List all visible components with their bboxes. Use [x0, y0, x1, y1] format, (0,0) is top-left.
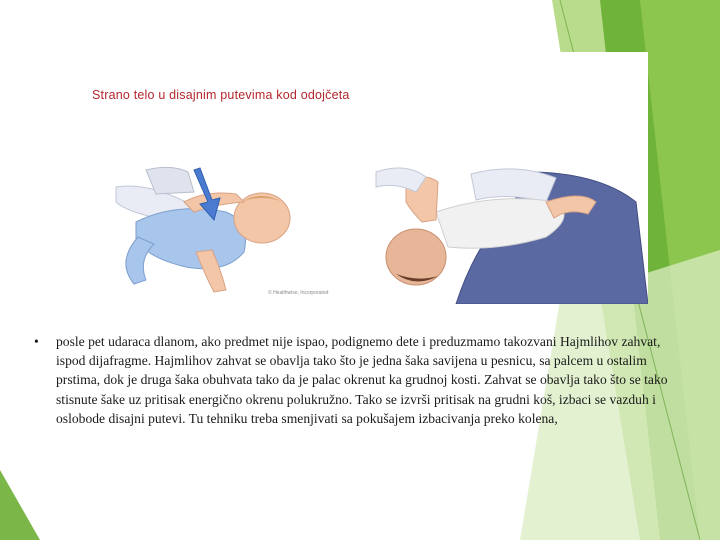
adult-arm-right [376, 168, 426, 192]
illustration-panel [76, 52, 648, 304]
bullet-paragraph [34, 332, 684, 428]
image-credit: © Healthwise, Incorporated [268, 290, 329, 296]
figure-title: Strano telo u disajnim putevima kod odojčeta [92, 88, 350, 102]
back-blow-scene [116, 167, 290, 292]
bullet-marker: • [34, 334, 39, 349]
adult-shoulder [471, 169, 556, 202]
infant-heimlich-illustration [76, 52, 648, 304]
infant-body [136, 209, 246, 269]
infant-head-right [386, 229, 446, 285]
chest-thrust-scene [376, 168, 648, 304]
green-band-bottom-left [0, 470, 40, 540]
paragraph-text: posle pet udaraca dlanom, ako predmet nije ispao, podignemo dete i preduzmamo takozvani Hajmlihov zahvat, ispod dijafragme. Hajmlihov zahvat se obavlja tako što je jedna šaka savijena u pesnicu, sa palcem u ostalim prstima, dok je druga šaka obuhvata tako da je palac okrenut ka grudnoj kosti. Zahvat se obavlja tako što se tako stisnute šake uz pritisak energično okrenu polukružno. Tako se izvrši pritisak na grudni koš, izbaci se vazduh i oslobode disajni putevi. Tu tehniku treba smenjivati sa pokušajem izbacivanja preko kolena, [56, 334, 668, 426]
infant-leg [126, 237, 154, 284]
